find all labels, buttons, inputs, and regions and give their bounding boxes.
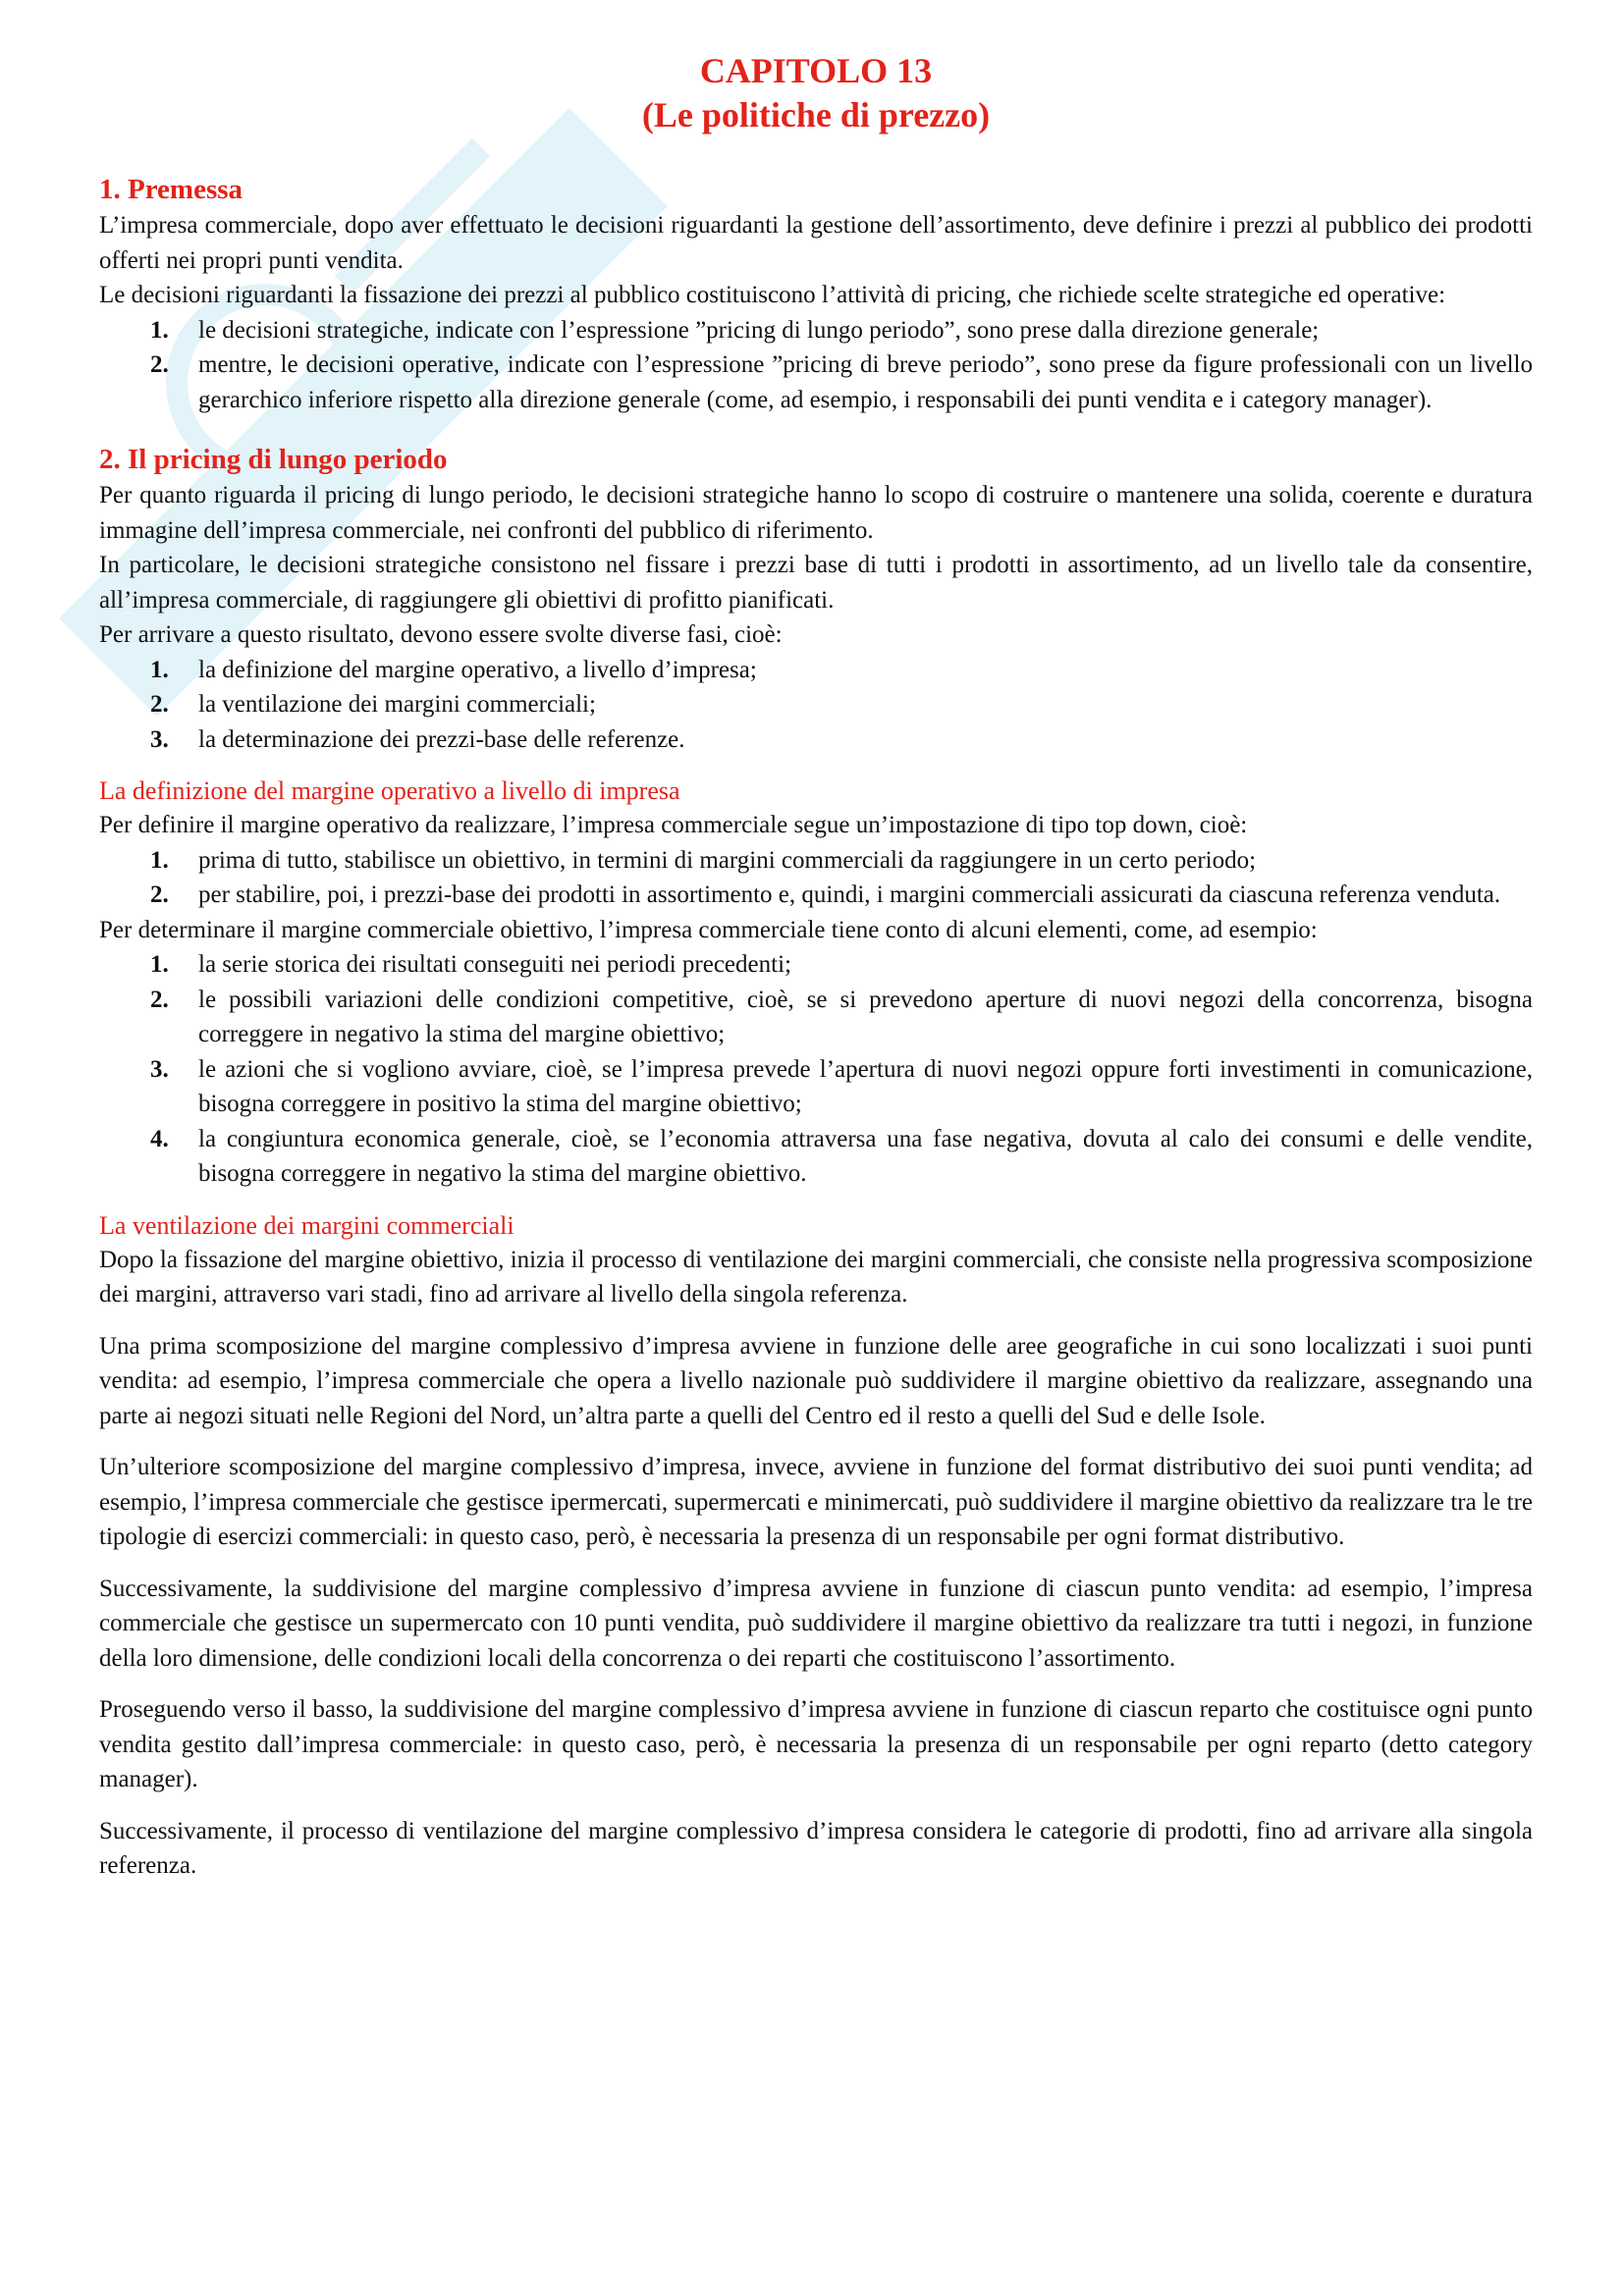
paragraph: L’impresa commerciale, dopo aver effettuato le decisioni riguardanti la gestione dell’assortimento, deve definire i prezzi al pubblico dei prodotti offerti nei propri punti vendita. <box>99 212 1533 274</box>
paragraph: Per determinare il margine commerciale obiettivo, l’impresa commerciale tiene conto di alcuni elementi, come, ad esempio: <box>99 916 1318 943</box>
list-item: 1. prima di tutto, stabilisce un obiettivo, in termini di margini commerciali da raggiungere in un certo periodo; <box>150 846 1257 874</box>
list-item: 3. la determinazione dei prezzi-base delle referenze. <box>150 725 685 753</box>
paragraph: Proseguendo verso il basso, la suddivisione del margine complessivo d’impresa avviene in funzione di ciascun reparto che costituisce ogni punto vendita gestito dall’impresa commerciale: in questo caso, però, è necessaria la presenza di un responsabile per ogni reparto (detto category manager). <box>99 1696 1533 1792</box>
paragraph: Un’ulteriore scomposizione del margine complessivo d’impresa, invece, avviene in funzione del format distributivo dei suoi punti vendita; ad esempio, l’impresa commerciale che gestisce ipermercati, supermercati e minimercati, può suddividere il margine obiettivo da realizzare tra le tre tipologie di esercizi commerciali: in questo caso, però, è necessaria la presenza di un responsabile per ogni format distributivo. <box>99 1454 1533 1550</box>
list-item: 1. le decisioni strategiche, indicate con l’espressione ”pricing di lungo periodo”, sono prese dalla direzione generale; <box>150 316 1320 344</box>
chapter-title <box>99 49 1533 137</box>
paragraph: In particolare, le decisioni strategiche consistono nel fissare i prezzi base di tutti i prodotti in assortimento, ad un livello tale da consentire, all’impresa commerciale, di raggiungere gli obiettivi di profitto pianificati. <box>99 552 1533 614</box>
paragraph: Le decisioni riguardanti la fissazione dei prezzi al pubblico costituiscono l’attività di pricing, che richiede scelte strategiche ed operative: <box>99 282 1446 308</box>
paragraph: Dopo la fissazione del margine obiettivo, inizia il processo di ventilazione dei margini commerciali, che consiste nella progressiva scomposizione dei margini, attraverso vari stadi, fino ad arrivare al livello della singola referenza. <box>99 1246 1533 1308</box>
numbered-list <box>99 947 1533 1192</box>
list-item: 2. le possibili variazioni delle condizioni competitive, cioè, se si prevedono aperture di nuovi negozi della concorrenza, bisogna correggere in negativo la stima del margine obiettivo; <box>150 986 1533 1047</box>
chapter-number: CAPITOLO 13 <box>699 51 933 90</box>
subsection-heading-ventilazione: La ventilazione dei margini commerciali <box>99 1210 514 1240</box>
numbered-list <box>99 653 1533 758</box>
list-item: 2. per stabilire, poi, i prezzi-base dei prodotti in assortimento e, quindi, i margini commerciali assicurati da ciascuna referenza venduta. <box>150 881 1501 908</box>
list-item: 4. la congiuntura economica generale, cioè, se l’economia attraversa una fase negativa, dovuta al calo dei consumi e delle vendite, bisogna correggere in negativo la stima del margine obiettivo. <box>150 1125 1533 1187</box>
chapter-subtitle: (Le politiche di prezzo) <box>641 95 991 134</box>
document-page <box>99 49 1533 1884</box>
numbered-list <box>99 313 1533 418</box>
paragraph: Una prima scomposizione del margine complessivo d’impresa avviene in funzione delle aree geografiche in cui sono localizzati i suoi punti vendita: ad esempio, l’impresa commerciale che opera a livello nazionale può suddividere il margine obiettivo da realizzare, assegnando una parte ai negozi situati nelle Regioni del Nord, un’altra parte a quelli del Centro ed il resto a quelli del Sud e delle Isole. <box>99 1332 1533 1429</box>
list-item: 1. la serie storica dei risultati conseguiti nei periodi precedenti; <box>150 951 791 978</box>
list-item: 2. mentre, le decisioni operative, indicate con l’espressione ”pricing di breve periodo”, sono prese da figure professionali con un livello gerarchico inferiore rispetto alla direzione generale (come, ad esempio, i responsabili dei punti vendita e i category manager). <box>150 351 1533 413</box>
subsection-heading-margine-operativo: La definizione del margine operativo a livello di impresa <box>99 776 680 805</box>
paragraph: Successivamente, il processo di ventilazione del margine complessivo d’impresa considera le categorie di prodotti, fino ad arrivare alla singola referenza. <box>99 1817 1533 1879</box>
paragraph: Per quanto riguarda il pricing di lungo periodo, le decisioni strategiche hanno lo scopo di costruire o mantenere una solida, coerente e duratura immagine dell’impresa commerciale, nei confronti del pubblico di riferimento. <box>99 482 1533 544</box>
paragraph: Per arrivare a questo risultato, devono essere svolte diverse fasi, cioè: <box>99 621 783 648</box>
numbered-list <box>99 843 1533 913</box>
paragraph: Per definire il margine operativo da realizzare, l’impresa commerciale segue un’impostazione di tipo top down, cioè: <box>99 812 1248 838</box>
paragraph: Successivamente, la suddivisione del margine complessivo d’impresa avviene in funzione di ciascun punto vendita: ad esempio, l’impresa commerciale che gestisce un supermercato con 10 punti vendita, può suddividere il margine obiettivo da realizzare tra tutti i negozi, in funzione della loro dimensione, delle condizioni locali della concorrenza o dei reparti che costituiscono l’assortimento. <box>99 1575 1533 1672</box>
section-heading-premessa: 1. Premessa <box>99 174 244 205</box>
section-heading-lungo-periodo: 2. Il pricing di lungo periodo <box>99 444 448 475</box>
list-item: 1. la definizione del margine operativo, a livello d’impresa; <box>150 656 757 683</box>
list-item: 2. la ventilazione dei margini commerciali; <box>150 691 596 718</box>
list-item: 3. le azioni che si vogliono avviare, cioè, se l’impresa prevede l’apertura di nuovi negozi oppure forti investimenti in comunicazione, bisogna correggere in positivo la stima del margine obiettivo; <box>150 1055 1533 1117</box>
